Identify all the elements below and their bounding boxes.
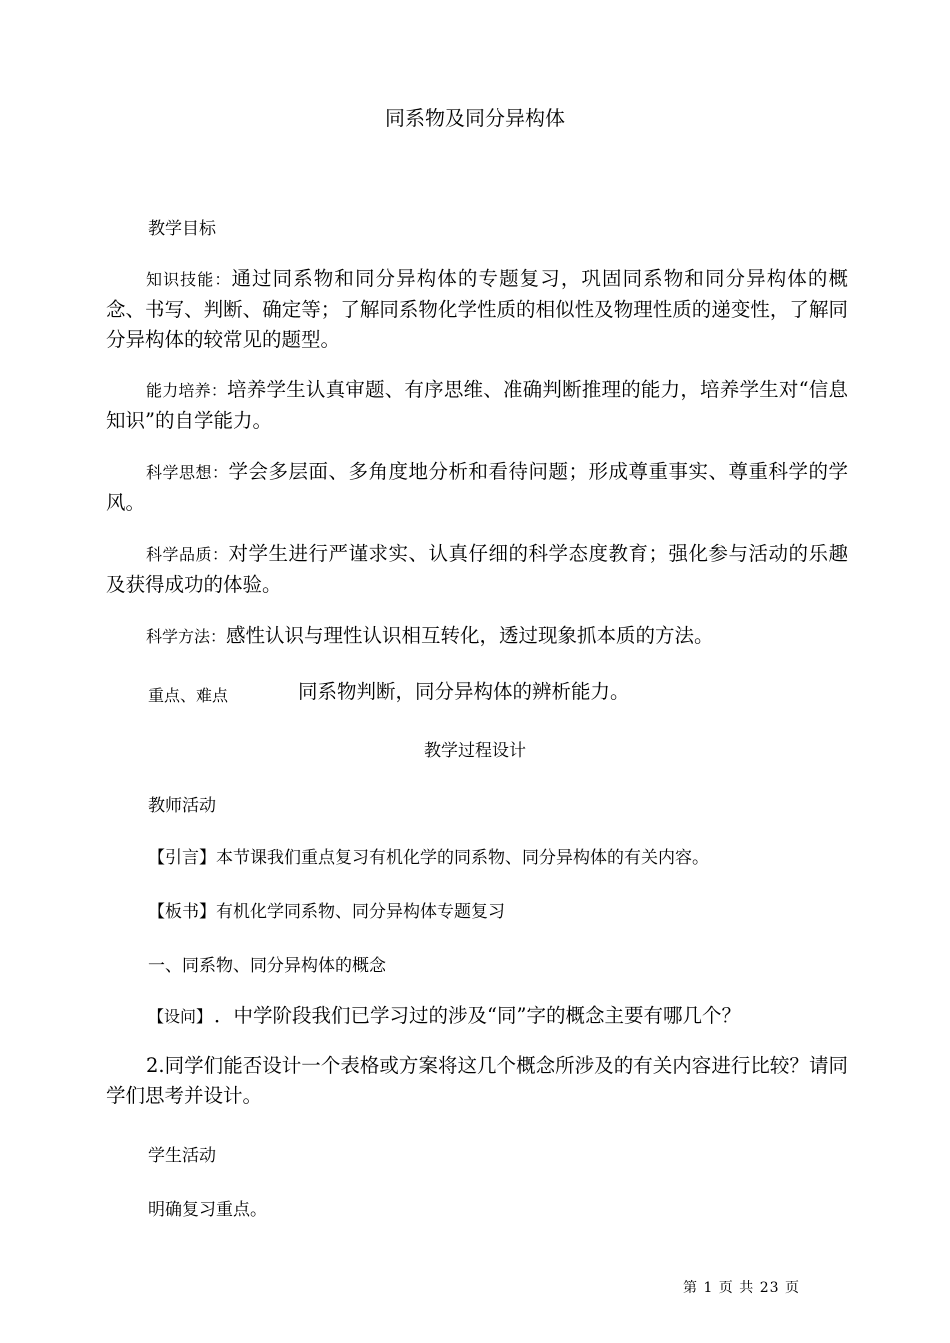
- keypoints-label: 重点、难点: [148, 686, 229, 705]
- question-label: 【设问】: [148, 1007, 205, 1026]
- objective-text: 学会多层面、多角度地分析和看待问题；形成尊重事实、尊重科学的学风。: [106, 460, 848, 514]
- objective-ability: [106, 375, 848, 436]
- question-2-number: 2.: [146, 1054, 165, 1077]
- section-heading: 一、同系物、同分异构体的概念: [148, 956, 386, 976]
- question-2: [106, 1051, 848, 1111]
- objective-label: 科学品质：: [146, 545, 229, 564]
- intro-text: 【引言】本节课我们重点复习有机化学的同系物、同分异构体的有关内容。: [148, 848, 709, 868]
- student-heading: 学生活动: [148, 1146, 216, 1166]
- objective-label: 知识技能：: [146, 270, 232, 289]
- objective-text: 培养学生认真审题、有序思维、准确判断推理的能力，培养学生对“信息知识”的自学能力。: [106, 378, 848, 432]
- objective-text: 对学生进行严谨求实、认真仔细的科学态度教育；强化参与活动的乐趣及获得成功的体验。: [106, 542, 848, 596]
- objective-text: 通过同系物和同分异构体的专题复习，巩固同系物和同分异构体的概念、书写、判断、确定等；了解同系物化学性质的相似性及物理性质的递变性，了解同分异构体的较常见的题型。: [106, 267, 848, 351]
- objective-label: 科学思想：: [146, 463, 229, 482]
- student-text: 明确复习重点。: [148, 1200, 267, 1220]
- board-text: 【板书】有机化学同系物、同分异构体专题复习: [148, 902, 505, 922]
- teacher-heading: 教师活动: [148, 796, 216, 816]
- page-title: 同系物及同分异构体: [385, 106, 565, 130]
- objective-knowledge: [106, 264, 848, 355]
- keypoints-text: 同系物判断，同分异构体的辨析能力。: [298, 680, 630, 703]
- objective-text: 感性认识与理性认识相互转化，透过现象抓本质的方法。: [226, 624, 714, 647]
- objective-method: [106, 621, 848, 652]
- objective-label: 能力培养：: [146, 381, 228, 400]
- question-line: [148, 1000, 741, 1028]
- page-footer: 第 1 页 共 23 页: [683, 1280, 800, 1296]
- question-text: ．中学阶段我们已学习过的涉及“同”字的概念主要有哪几个？: [214, 1004, 741, 1027]
- objective-label: 科学方法：: [146, 627, 227, 646]
- objective-thinking: [106, 457, 848, 518]
- process-heading: 教学过程设计: [424, 741, 526, 761]
- question-2-text: 同学们能否设计一个表格或方案将这几个概念所涉及的有关内容进行比较？请同学们思考并设计。: [106, 1054, 848, 1107]
- objectives-heading: 教学目标: [148, 219, 216, 239]
- objective-quality: [106, 539, 848, 600]
